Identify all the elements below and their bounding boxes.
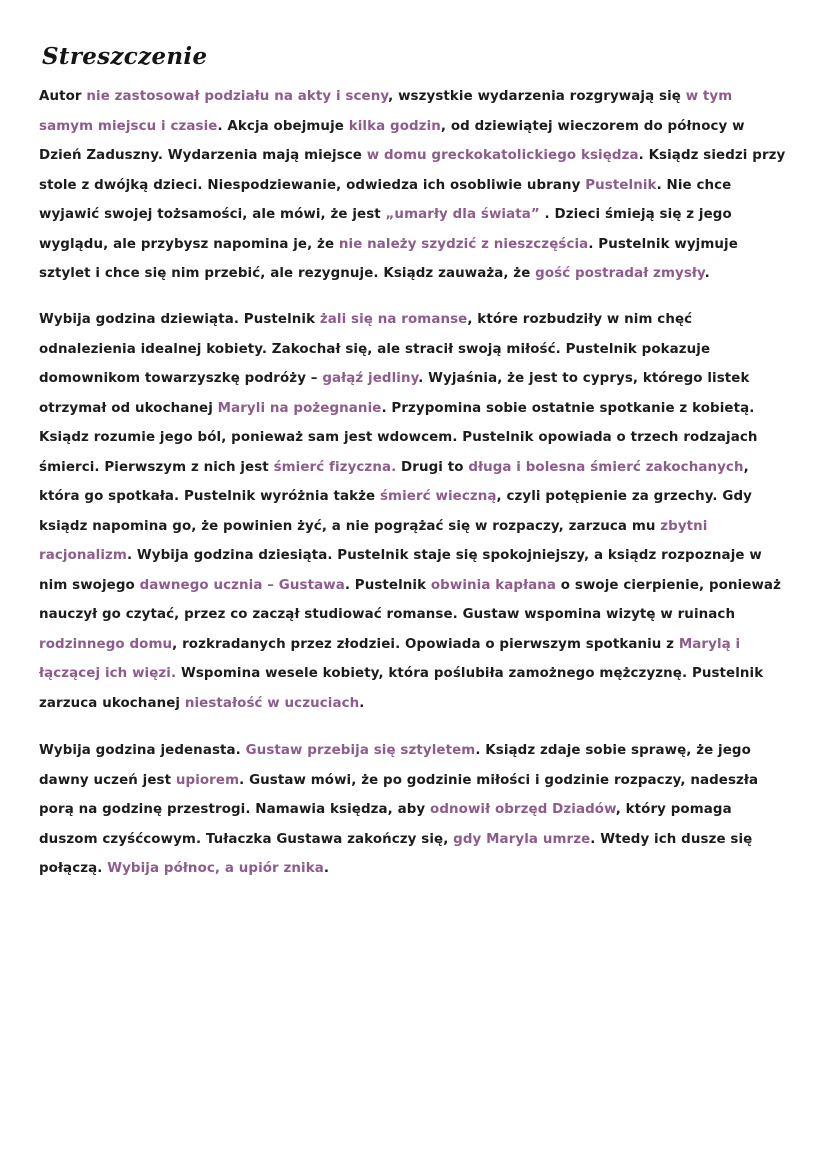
highlighted-phrase: „umarły dla świata” [385,207,540,222]
text-run: o swoje cierpienie, ponieważ nauczył go czytać, przez co zaczął studiować romanse. Gustaw wspomina wizytę w ruinach [39,577,781,622]
text-run: Autor [39,89,87,104]
text-run: . Wybija godzina dziesiąta. Pustelnik staje się spokojniejszy, a ksiądz rozpoznaje w nim swojego [39,548,762,593]
paragraph-3 [39,736,791,884]
highlighted-phrase: kilka godzin [348,118,441,134]
highlighted-phrase: gdy Maryla umrze [453,831,591,847]
highlighted-phrase: śmierć wieczną [379,489,497,504]
page-title: Streszczenie [42,43,208,70]
highlighted-phrase: obwinia kapłana [430,577,557,593]
text-run: Wspomina wesele kobiety, która poślubiła zamożnego mężczyznę. Pustelnik zarzuca ukochanej [39,666,764,711]
text-run: . Przypomina sobie ostatnie spotkanie z kobietą. Ksiądz rozumie jego ból, ponieważ sam jest wdowcem. Pustelnik opowiada o trzech rodzajach śmierci. Pierwszym z nich jest [39,400,758,475]
text-run: . Gustaw mówi, że po godzinie miłości i godzinie rozpaczy, nadeszła porą na godzinę przestrogi. Namawia księdza, aby [39,772,759,817]
highlighted-phrase: niestałość w uczuciach [184,695,360,711]
paragraph-2 [39,305,791,718]
highlighted-phrase: w tym samym miejscu i czasie [39,89,733,134]
highlighted-phrase: żali się na romanse [319,312,468,327]
highlighted-phrase: śmierć fizyczna. [273,459,397,475]
paragraph-1 [39,82,791,289]
text-run: . [704,266,710,281]
highlighted-phrase: Marylą i łączącej ich więzi. [39,636,741,681]
text-run: . Dzieci śmieją się z jego wyglądu, ale przybysz napomina je, że [39,207,732,252]
text-run: Wybija godzina jedenasta. [39,743,246,758]
highlighted-phrase: Maryli na pożegnanie [217,400,382,416]
highlighted-phrase: w domu greckokatolickiego księdza [366,148,639,163]
highlighted-phrase: Wybija północ, a upiór znika [107,861,324,876]
highlighted-phrase: gałąź jedliny [322,371,419,386]
text-run: . Wtedy ich dusze się połączą. [39,831,753,876]
text-run: , od dziewiątej wieczorem do północy w Dzień Zaduszny. Wydarzenia mają miejsce [39,118,745,163]
text-run: , które rozbudziły w nim chęć odnalezienia idealnej kobiety. Zakochał się, ale stracił swoją miłość. Pustelnik pokazuje domownikom towarzyszkę podróży – [39,312,711,386]
highlighted-phrase: odnowił obrzęd Dziadów [430,802,616,817]
text-run: . Ksiądz zdaje sobie sprawę, że jego dawny uczeń jest [39,743,751,788]
text-run: . Pustelnik [344,577,431,593]
text-run: , która go spotkała. Pustelnik wyróżnia także [39,459,749,504]
highlighted-phrase: gość postradał zmysły [535,266,705,281]
highlighted-phrase: Pustelnik [585,177,657,193]
text-run: . Pustelnik wyjmuje sztylet i chce się nim przebić, ale rezygnuje. Ksiądz zauważa, że [39,236,738,281]
highlighted-phrase: zbytni racjonalizm [39,518,708,563]
text-run: , rozkradanych przez złodziei. Opowiada o pierwszym spotkaniu z [172,636,679,652]
text-run: Drugi to [396,459,469,475]
text-run: , wszystkie wydarzenia rozgrywają się [388,89,686,104]
highlighted-phrase: długa i bolesna śmierć zakochanych [468,459,744,475]
text-run: Wybija godzina dziewiąta. Pustelnik [39,312,320,327]
text-run: , który pomaga duszom czyśćcowym. Tułaczka Gustawa zakończy się, [39,802,732,847]
text-run: . [323,861,330,876]
highlighted-phrase: nie zastosował podziału na akty i sceny [86,89,389,104]
highlighted-phrase: nie należy szydzić z nieszczęścia [338,236,589,252]
highlighted-phrase: Gustaw przebija się sztyletem [245,743,476,758]
highlighted-phrase: dawnego ucznia – Gustawa [139,577,345,593]
text-run: . Akcja obejmuje [217,118,349,134]
highlighted-phrase: rodzinnego domu [39,636,173,652]
text-run: . [359,695,365,711]
text-run: , czyli potępienie za grzechy. Gdy ksiądz napomina go, że powinien żyć, a nie pogrążać się w rozpaczy, zarzuca mu [39,489,752,534]
text-run: . Nie chce wyjawić swojej tożsamości, ale mówi, że jest [39,177,732,222]
text-run: . Wyjaśnia, że jest to cyprys, którego listek otrzymał od ukochanej [39,371,750,416]
highlighted-phrase: upiorem [175,772,240,788]
text-run: . Ksiądz siedzi przy stole z dwójką dzieci. Niespodziewanie, odwiedza ich osobliwie ubrany [39,148,786,193]
